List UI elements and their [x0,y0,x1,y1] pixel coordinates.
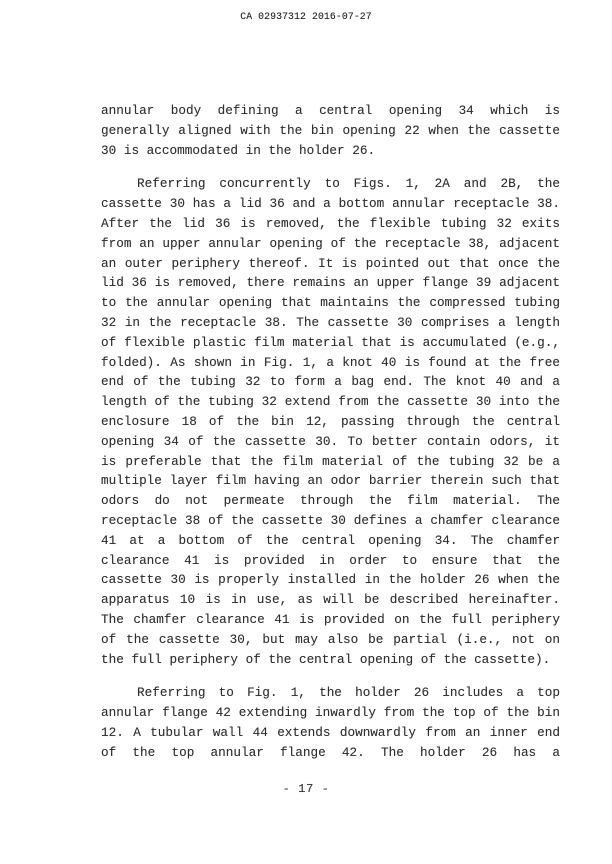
text-line: 32 in the receptacle 38. The cassette 30 comprises a length [101,314,560,330]
text-line: of the top annular flange 42. The holder 26 has a [101,744,560,760]
text-line: enclosure 18 of the bin 12, passing through the central [101,413,560,429]
text-line: is preferable that the film material of the tubing 32 be a [101,453,560,469]
text-line: Referring to Fig. 1, the holder 26 includes a top [137,685,560,701]
text-line: The chamfer clearance 41 is provided on the full periphery [101,611,560,627]
text-line: multiple layer film having an odor barrier therein such that [101,473,560,489]
text-line: Referring concurrently to Figs. 1, 2A and 2B, the [137,176,560,192]
paragraph [101,174,560,669]
text-line: generally aligned with the bin opening 22 when the cassette [101,122,560,138]
text-line: of the cassette 30, but may also be partial (i.e., not on [101,631,560,647]
text-line: folded). As shown in Fig. 1, a knot 40 is found at the free [101,354,560,370]
text-line: opening 34 of the cassette 30. To better contain odors, it [101,433,560,449]
text-line: clearance 41 is provided in order to ensure that the [101,552,560,568]
text-line: cassette 30 is properly installed in the holder 26 when the [101,572,560,588]
text-line: lid 36 is removed, there remains an upper flange 39 adjacent [101,275,560,291]
text-line: end of the tubing 32 to form a bag end. The knot 40 and a [101,374,560,390]
text-line: of flexible plastic film material that is accumulated (e.g., [101,334,560,350]
document-header: CA 02937312 2016-07-27 [240,11,372,22]
text-line: 12. A tubular wall 44 extends downwardly from an inner end [101,724,560,740]
text-line: an outer periphery thereof. It is pointed out that once the [101,255,560,271]
text-line: annular flange 42 extending inwardly from the top of the bin [101,705,560,721]
text-line: the full periphery of the central opening of the cassette). [101,651,551,667]
page-number: - 17 - [282,782,330,796]
text-line: to the annular opening that maintains the compressed tubing [101,295,560,311]
text-line: odors do not permeate through the film material. The [101,493,560,509]
text-line: length of the tubing 32 extend from the cassette 30 into the [101,394,560,410]
text-line: receptacle 38 of the cassette 30 defines a chamfer clearance [101,512,560,528]
text-line: 41 at a bottom of the central opening 34. The chamfer [101,532,560,548]
text-line: annular body defining a central opening 34 which is [101,103,560,118]
text-line: from an upper annular opening of the receptacle 38, adjacent [101,235,560,251]
text-line: 30 is accommodated in the holder 26. [101,142,376,158]
paragraph [101,683,560,762]
document-body [101,101,560,777]
text-line: After the lid 36 is removed, the flexible tubing 32 exits [101,215,560,231]
text-line: apparatus 10 is in use, as will be described hereinafter. [101,592,560,608]
paragraph [101,101,560,160]
text-line: cassette 30 has a lid 36 and a bottom annular receptacle 38. [101,196,560,212]
